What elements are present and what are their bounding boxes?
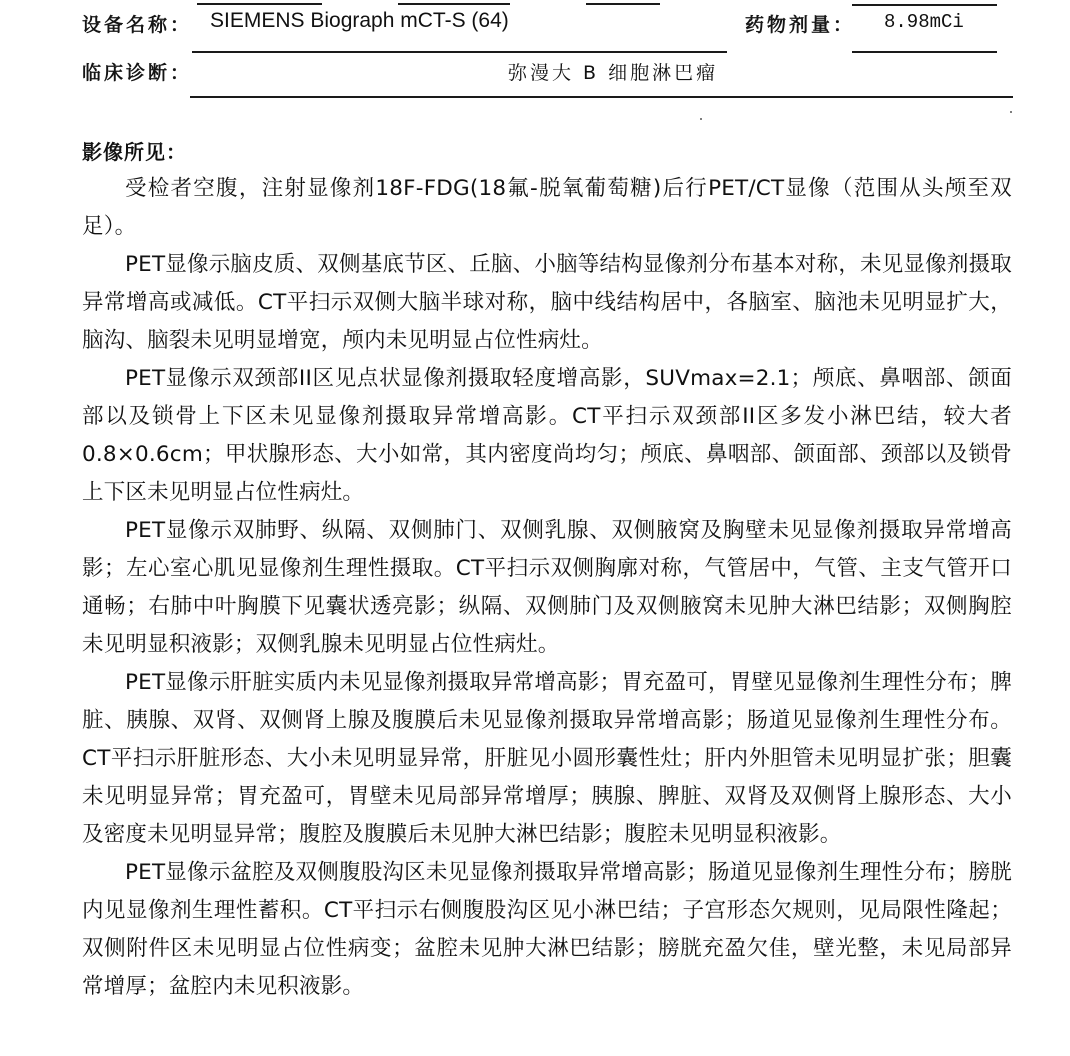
findings-paragraph-general: 受检者空腹，注射显像剂18F-FDG(18氟-脱氧葡萄糖)后行PET/CT显像（范围从头颅至双足）。 [82, 176, 1012, 239]
top-rule-4 [852, 4, 997, 6]
diagnosis-label: 临床诊断： [82, 62, 193, 84]
findings-paragraph-neck: PET显像示双颈部II区见点状显像剂摄取轻度增高影，SUVmax=2.1；颅底、鼻咽部、颌面部以及锁骨上下区未见显像剂摄取异常增高影。CT平扫示双颈部II区多发小淋巴结，较大者0.8×0.6cm；甲状腺形态、大小如常，其内密度尚均匀；颅底、鼻咽部、颌面部、颈部以及锁骨上下区未见明显占位性病灶。 [82, 366, 1012, 505]
findings-paragraph-brain: PET显像示脑皮质、双侧基底节区、丘脑、小脑等结构显像剂分布基本对称，未见显像剂摄取异常增高或减低。CT平扫示双侧大脑半球对称，脑中线结构居中，各脑室、脑池未见明显扩大，脑沟、脑裂未见明显增宽，颅内未见明显占位性病灶。 [82, 252, 1012, 353]
scan-speck [700, 118, 702, 120]
dose-label: 药物剂量： [745, 14, 856, 36]
findings-paragraph-chest: PET显像示双肺野、纵隔、双侧肺门、双侧乳腺、双侧腋窝及胸壁未见显像剂摄取异常增高影；左心室心肌见显像剂生理性摄取。CT平扫示双侧胸廓对称，气管居中，气管、主支气管开口通畅；右肺中叶胸膜下见囊状透亮影；纵隔、双侧肺门及双侧腋窝未见肿大淋巴结影；双侧胸腔未见明显积液影；双侧乳腺未见明显占位性病灶。 [82, 518, 1012, 657]
top-rule-3 [586, 3, 660, 5]
dose-value: 8.98mCi [884, 11, 964, 33]
scan-speck [1010, 111, 1012, 113]
findings-paragraph-abdomen: PET显像示肝脏实质内未见显像剂摄取异常增高影；胃充盈可，胃壁见显像剂生理性分布；脾脏、胰腺、双肾、双侧肾上腺及腹膜后未见显像剂摄取异常增高影；肠道见显像剂生理性分布。CT平扫示肝脏形态、大小未见明显异常，肝脏见小圆形囊性灶；肝内外胆管未见明显扩张；胆囊未见明显异常；胃充盈可，胃壁未见局部异常增厚；胰腺、脾脏、双肾及双侧肾上腺形态、大小及密度未见明显异常；腹腔及腹膜后未见肿大淋巴结影；腹腔未见明显积液影。 [82, 670, 1012, 847]
findings-title: 影像所见： [82, 140, 187, 164]
device-label: 设备名称： [82, 14, 193, 36]
top-rule-2 [398, 3, 510, 5]
findings-paragraph-pelvis: PET显像示盆腔及双侧腹股沟区未见显像剂摄取异常增高影；肠道见显像剂生理性分布；膀胱内见显像剂生理性蓄积。CT平扫示右侧腹股沟区见小淋巴结；子宫形态欠规则，见局限性隆起；双侧附件区未见明显占位性病变；盆腔未见肿大淋巴结影；膀胱充盈欠佳，壁光整，未见局部异常增厚；盆腔内未见积液影。 [82, 860, 1012, 999]
dose-underline [852, 51, 997, 53]
diagnosis-value: 弥漫大 B 细胞淋巴瘤 [508, 62, 719, 84]
device-value: SIEMENS Biograph mCT-S (64) [210, 9, 509, 32]
device-underline [192, 51, 727, 53]
findings-body [82, 170, 1012, 1006]
top-rule-1 [197, 3, 322, 5]
diagnosis-underline [190, 96, 1013, 98]
